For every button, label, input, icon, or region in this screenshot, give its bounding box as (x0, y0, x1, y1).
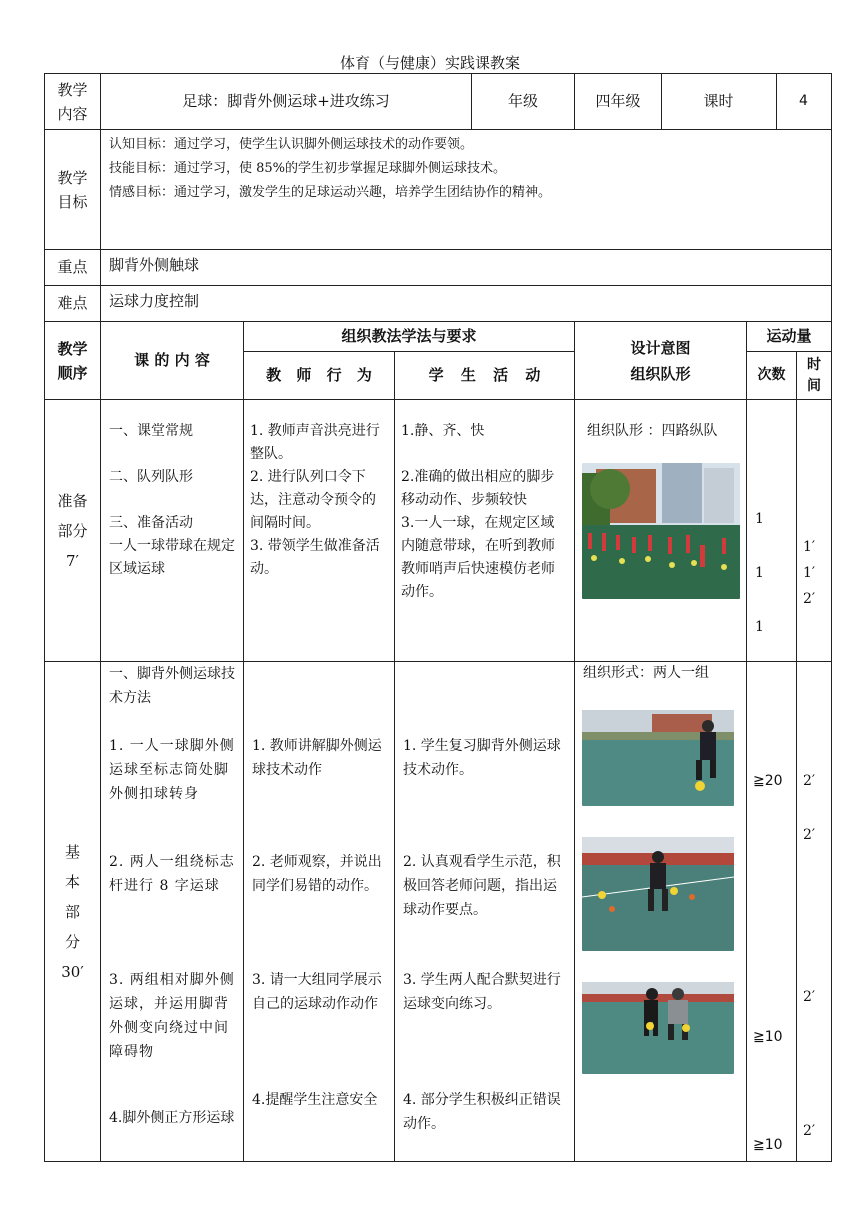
goal-cognitive: 认知目标：通过学习，使学生认识脚外侧运球技术的动作要领。 (109, 137, 474, 152)
document-title: 体育（与健康）实践课教案 (339, 54, 520, 72)
period-value: 4 (799, 93, 808, 109)
basic-teacher-3: 3. 请一大组同学展示自己的运球动作动作 (252, 972, 382, 1012)
content-header: 课 的 内 容 (101, 322, 244, 400)
goal-skill: 技能目标：通过学习，使 85%的学生初步掌握足球脚外侧运球技术。 (109, 161, 507, 176)
difficulty-label: 难点 (45, 286, 101, 322)
basic-design-caption: 组织形式：两人一组 (583, 665, 710, 681)
prep-teacher-1: 1. 教师声音洪亮进行整队。 (250, 423, 380, 462)
prep-teacher-2: 2. 进行队列口令下达，注意动令预令的间隔时间。 (250, 469, 376, 531)
basic-content-2: 1. 一人一球脚外侧运球至标志筒处脚外侧扣球转身 (109, 738, 235, 802)
time-header: 时 间 (797, 352, 832, 400)
goal-affective: 情感目标：通过学习，激发学生的足球运动兴趣，培养学生团结协作的精神。 (109, 185, 552, 200)
basic-time-3: 2′ (803, 989, 816, 1005)
count-header: 次数 (747, 352, 797, 400)
prep-content-4: 一人一球带球在规定区域运球 (109, 538, 235, 577)
prep-count-3: 1 (755, 619, 764, 635)
teacher-header: 教 师 行 为 (244, 352, 395, 400)
design-header: 设计意图 组织队形 (575, 322, 747, 400)
prep-count-1: 1 (755, 511, 764, 527)
key-point-value: 脚背外侧触球 (101, 250, 832, 286)
prep-teacher-3: 3. 带领学生做准备活动。 (250, 538, 380, 577)
basic-time-4: 2′ (803, 1123, 816, 1139)
basic-teacher-1: 1. 教师讲解脚外侧运球技术动作 (252, 738, 382, 778)
grade-label: 年级 (507, 92, 538, 110)
prep-student-2: 2.准确的做出相应的脚步移动动作、步频较快 (401, 469, 555, 508)
load-header: 运动量 (747, 322, 832, 352)
drill-photo-1 (582, 710, 734, 806)
prep-count-2: 1 (755, 565, 764, 581)
goals-label: 教学 目标 (45, 130, 101, 250)
drill-photo-2 (582, 837, 734, 951)
prep-time-1: 1′ (803, 539, 816, 555)
lesson-plan-table (44, 73, 832, 1162)
prep-content-1: 一、课堂常规 (109, 423, 193, 439)
basic-time-2: 2′ (803, 827, 816, 843)
grade-value: 四年级 (595, 92, 641, 110)
prep-content-2: 二、队列队形 (109, 469, 193, 485)
basic-content-3: 2. 两人一组绕标志杆进行 8 字运球 (109, 854, 235, 894)
student-header: 学 生 活 动 (395, 352, 575, 400)
basic-student-3: 3. 学生两人配合默契进行运球变向练习。 (403, 972, 561, 1012)
prep-student-3: 3.一人一球，在规定区域内随意带球，在听到教师教师哨声后快速模仿老师动作。 (401, 515, 555, 600)
basic-teacher-4: 4.提醒学生注意安全 (252, 1092, 378, 1108)
basic-content-4: 3. 两组相对脚外侧运球，并运用脚背外侧变向绕过中间障碍物 (109, 972, 235, 1060)
prep-student-1: 1.静、齐、快 (401, 423, 485, 439)
prep-design-caption: 组织队形 ：四路纵队 (587, 423, 718, 439)
basic-student-1: 1. 学生复习脚背外侧运球技术动作。 (403, 738, 561, 778)
basic-student-2: 2. 认真观看学生示范，积极回答老师问题，指出运球动作要点。 (403, 854, 561, 918)
basic-count-3: ≧10 (753, 1137, 783, 1153)
basic-student-4: 4. 部分学生积极纠正错误动作。 (403, 1092, 561, 1132)
content-label: 教学 内容 (45, 74, 101, 130)
basic-count-1: ≧20 (753, 773, 783, 789)
basic-content-5: 4.脚外侧正方形运球 (109, 1110, 235, 1126)
prep-time-2: 1′ (803, 565, 816, 581)
formation-photo (582, 463, 740, 599)
difficulty-value: 运球力度控制 (101, 286, 832, 322)
key-point-label: 重点 (45, 250, 101, 286)
period-label: 课时 (703, 92, 734, 110)
basic-content-1: 一、脚背外侧运球技术方法 (109, 666, 235, 706)
basic-label: 基 本 部 分 30′ (45, 662, 101, 1162)
prep-content-3: 三、准备活动 (109, 515, 193, 531)
drill-photo-3 (582, 982, 734, 1074)
lesson-content: 足球：脚背外侧运球+进攻练习 (182, 92, 390, 110)
basic-teacher-2: 2. 老师观察，并说出同学们易错的动作。 (252, 854, 382, 894)
basic-count-2: ≧10 (753, 1029, 783, 1045)
prep-label: 准备 部分 7′ (45, 400, 101, 662)
basic-duration: 30′ (61, 962, 84, 981)
prep-time-3: 2′ (803, 591, 816, 607)
basic-time-1: 2′ (803, 773, 816, 789)
prep-duration: 7′ (66, 551, 79, 570)
method-header: 组织教法学法与要求 (244, 322, 575, 352)
order-header: 教学 顺序 (45, 322, 101, 400)
